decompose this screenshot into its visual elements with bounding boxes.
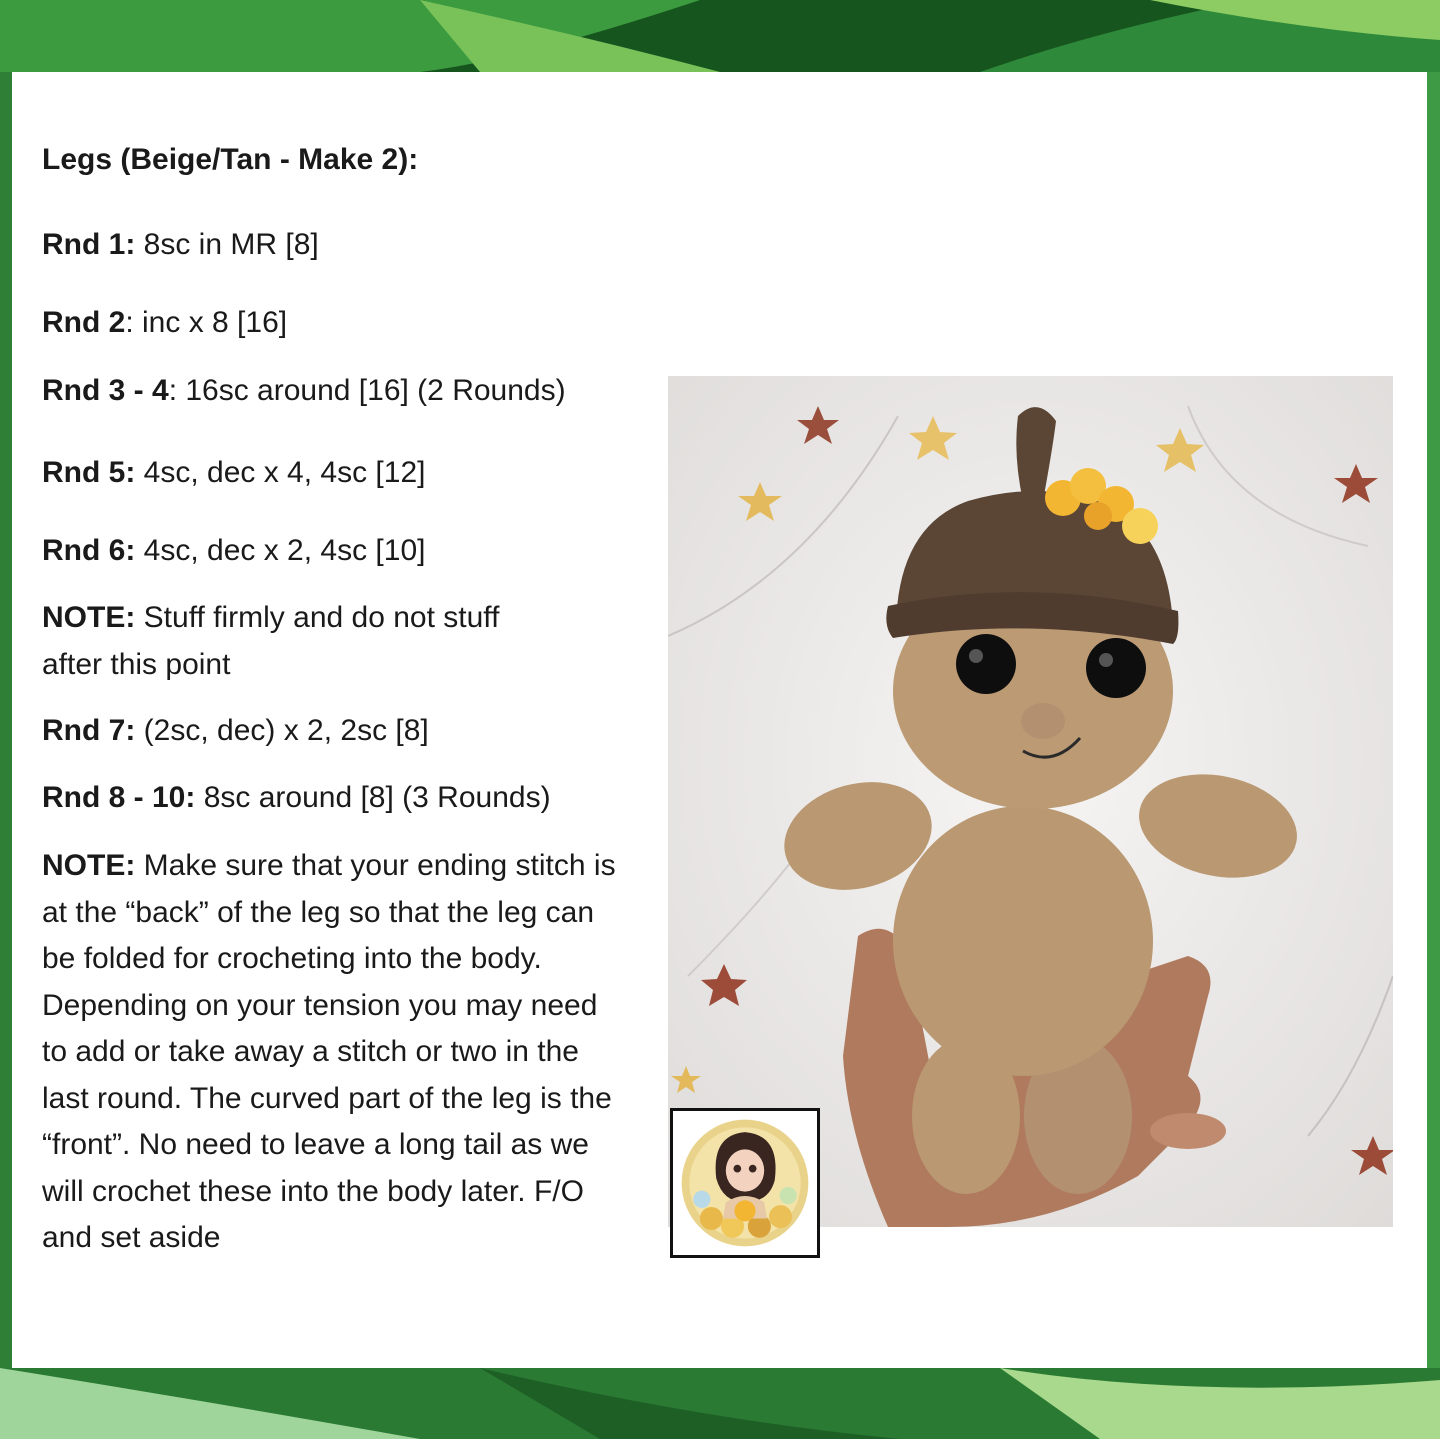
round-1: Rnd 1: 8sc in MR [8]	[42, 228, 319, 261]
section-heading: Legs (Beige/Tan - Make 2):	[42, 143, 419, 176]
stuffing-note: NOTE: Stuff firmly and do not stuff after this point	[42, 601, 500, 681]
pattern-card	[12, 72, 1427, 1368]
round-8-10: Rnd 8 - 10: 8sc around [8] (3 Rounds)	[42, 781, 551, 814]
round-5: Rnd 5: 4sc, dec x 4, 4sc [12]	[42, 456, 426, 489]
doll-photo	[668, 376, 1393, 1227]
pattern-text	[42, 140, 622, 1254]
round-6: Rnd 6: 4sc, dec x 2, 4sc [10]	[42, 534, 426, 567]
finishing-note: NOTE: Make sure that your ending stitch is at the “back” of the leg so that the leg can be folded for crocheting into the body. Depending on your tension you may need to add or take away a stitch or two in the last round. The curved part of the leg is the “front”. No need to leave a long tail as we will crochet these into the body later. F/O and set aside	[42, 849, 616, 1254]
round-3-4: Rnd 3 - 4: 16sc around [16] (2 Rounds)	[42, 374, 566, 407]
round-2: Rnd 2: inc x 8 [16]	[42, 306, 288, 339]
round-7: Rnd 7: (2sc, dec) x 2, 2sc [8]	[42, 714, 429, 747]
designer-logo-badge	[670, 1108, 820, 1258]
